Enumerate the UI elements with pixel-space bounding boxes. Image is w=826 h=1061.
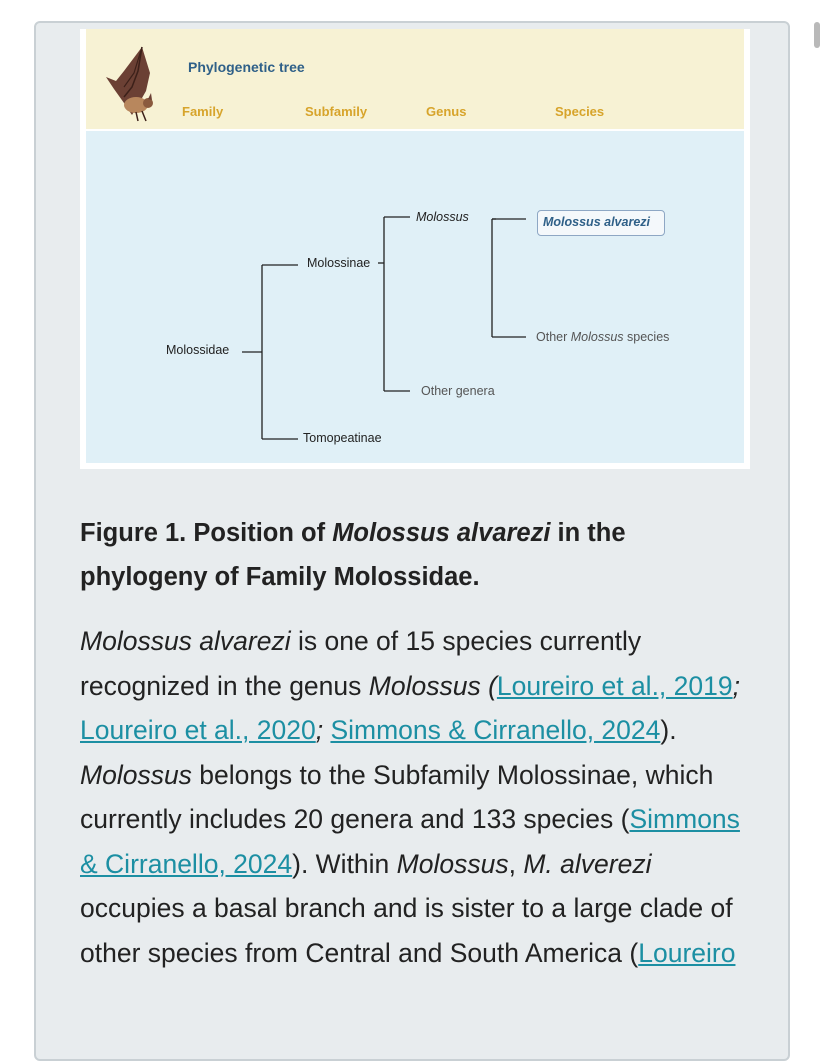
node-molossidae: Molossidae	[166, 343, 230, 357]
citation-link-simmons-2024-b[interactable]: Simmons & Cirranello, 2024	[80, 804, 740, 879]
figure-caption: Figure 1. Position of Molossus alvarezi in the phylogeny of Family Molossidae.	[80, 519, 626, 591]
citation-link-loureiro-2020[interactable]: Loureiro et al., 2020	[80, 715, 316, 745]
rank-family: Family	[182, 104, 224, 119]
bat-illustration	[102, 43, 162, 123]
node-molossus: Molossus	[416, 210, 469, 224]
node-other-molossus-species: Other Molossus species	[536, 330, 670, 344]
scrollbar-thumb[interactable]	[814, 22, 820, 48]
citation-link-loureiro[interactable]: Loureiro	[638, 937, 736, 968]
node-tomopeatinae: Tomopeatinae	[303, 431, 382, 445]
phylogenetic-figure	[80, 29, 750, 469]
citation-link-simmons-2024[interactable]: Simmons & Cirranello, 2024	[330, 715, 661, 745]
node-molossinae: Molossinae	[307, 256, 371, 270]
rank-genus: Genus	[426, 104, 467, 119]
rank-subfamily: Subfamily	[305, 104, 368, 119]
rank-species: Species	[555, 104, 605, 119]
figure-card	[34, 21, 790, 1061]
node-other-genera: Other genera	[421, 384, 495, 398]
body-paragraph: Molossus alvarezi is one of 15 species currently recognized in the genus Molossus (Loureiro et al., 2019; Loureiro et al., 2020; Simmons & Cirranello, 2024). Molossus belongs to the Subfamily Molossinae, which currently includes 20 genera and 133 species (Simmons & Cirranello, 2024). Within Molossus, M. alverezi occupies a basal branch and is sister to a large clade of other species from Central and South America (Loureiro	[80, 626, 740, 968]
tree-title: Phylogenetic tree	[188, 59, 305, 75]
node-molossus-alvarezi: Molossus alvarezi	[543, 215, 650, 229]
highlighted-species-box	[537, 210, 665, 236]
tree-area	[86, 131, 744, 463]
figure-header	[86, 29, 744, 129]
tree-branches	[86, 131, 744, 463]
citation-link-loureiro-2019[interactable]: Loureiro et al., 2019	[496, 670, 733, 701]
